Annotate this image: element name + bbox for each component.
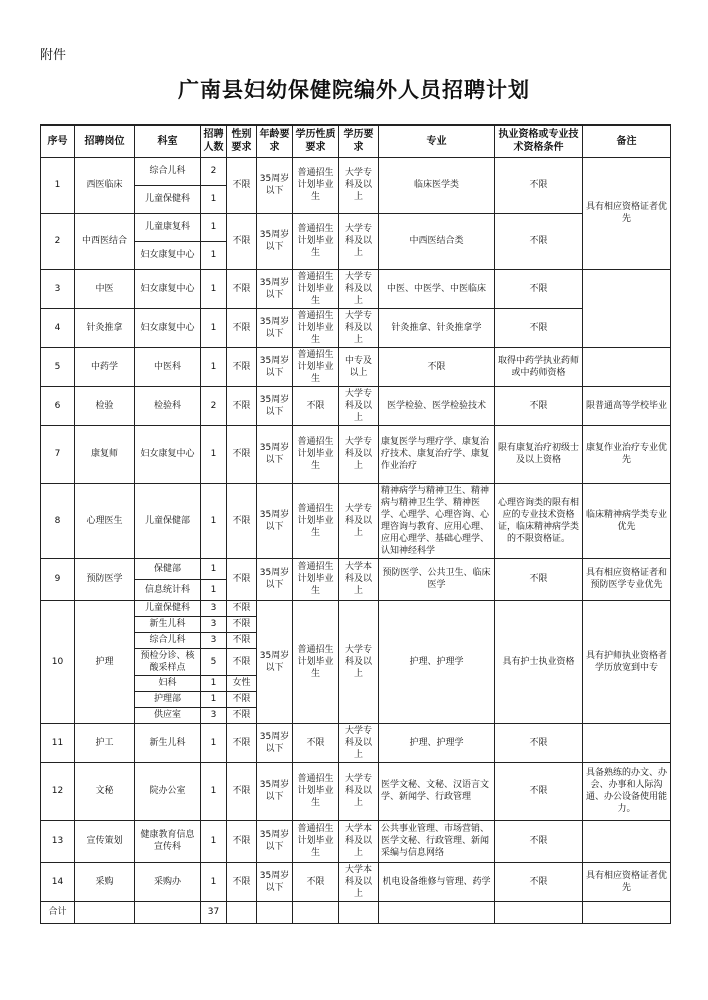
table-row (41, 347, 671, 386)
major: 护理、护理学 (379, 600, 495, 723)
empty-cell (293, 901, 339, 923)
table-row (41, 862, 671, 901)
table-row (41, 600, 671, 616)
remark (583, 347, 671, 386)
qualification: 不限 (495, 269, 583, 308)
row-number: 5 (41, 347, 75, 386)
education-level: 大学专科及以上 (339, 157, 379, 213)
gender-requirement: 不限 (227, 347, 257, 386)
row-number: 12 (41, 762, 75, 820)
row-number: 6 (41, 386, 75, 425)
gender-requirement: 不限 (227, 648, 257, 675)
remark: 康复作业治疗专业优先 (583, 425, 671, 483)
qualification: 不限 (495, 762, 583, 820)
table-row (41, 386, 671, 425)
education-level: 大学专科及以上 (339, 213, 379, 269)
qualification: 不限 (495, 558, 583, 600)
table-row (41, 762, 671, 820)
age-requirement: 35周岁以下 (257, 820, 293, 862)
post-name: 宣传策划 (75, 820, 135, 862)
post-name: 西医临床 (75, 157, 135, 213)
empty-cell (227, 901, 257, 923)
education-level: 大学专科及以上 (339, 425, 379, 483)
headcount: 5 (201, 648, 227, 675)
department: 院办公室 (135, 762, 201, 820)
education-level: 大学专科及以上 (339, 269, 379, 308)
gender-requirement: 女性 (227, 675, 257, 691)
headcount: 1 (201, 483, 227, 558)
row-number: 11 (41, 723, 75, 762)
headcount: 1 (201, 675, 227, 691)
major: 机电设备维修与管理、药学 (379, 862, 495, 901)
row-number: 7 (41, 425, 75, 483)
age-requirement: 35周岁以下 (257, 347, 293, 386)
major: 不限 (379, 347, 495, 386)
qualification: 不限 (495, 862, 583, 901)
department: 儿童康复科 (135, 213, 201, 241)
headcount: 1 (201, 762, 227, 820)
education-level: 大学专科及以上 (339, 723, 379, 762)
headcount: 2 (201, 386, 227, 425)
table-row (41, 425, 671, 483)
table-row (41, 269, 671, 308)
remark: 限普通高等学校毕业 (583, 386, 671, 425)
total-label: 合计 (41, 901, 75, 923)
table-body (41, 157, 671, 923)
age-requirement: 35周岁以下 (257, 600, 293, 723)
table-row (41, 308, 671, 347)
qualification: 不限 (495, 723, 583, 762)
education-type: 普通招生计划毕业生 (293, 483, 339, 558)
row-number: 10 (41, 600, 75, 723)
post-name: 预防医学 (75, 558, 135, 600)
major: 精神病学与精神卫生、精神病与精神卫生学、精神医学、心理学、心理咨询、心理咨询与教育、应用心理、应用心理学、基础心理学、认知神经科学 (379, 483, 495, 558)
gender-requirement: 不限 (227, 632, 257, 648)
empty-cell (379, 901, 495, 923)
age-requirement: 35周岁以下 (257, 425, 293, 483)
major: 医学文秘、文秘、汉语言文学、新闻学、行政管理 (379, 762, 495, 820)
department: 妇女康复中心 (135, 425, 201, 483)
row-number: 1 (41, 157, 75, 213)
gender-requirement: 不限 (227, 308, 257, 347)
department: 妇女康复中心 (135, 269, 201, 308)
table-row (41, 483, 671, 558)
department: 中医科 (135, 347, 201, 386)
table-row (41, 213, 671, 241)
major: 预防医学、公共卫生、临床医学 (379, 558, 495, 600)
page-title: 广南县妇幼保健院编外人员招聘计划 (178, 78, 530, 102)
headcount: 1 (201, 241, 227, 269)
gender-requirement: 不限 (227, 157, 257, 213)
age-requirement: 35周岁以下 (257, 213, 293, 269)
remark (583, 723, 671, 762)
age-requirement: 35周岁以下 (257, 269, 293, 308)
gender-requirement: 不限 (227, 558, 257, 600)
department: 综合儿科 (135, 157, 201, 185)
table-row (41, 723, 671, 762)
major: 护理、护理学 (379, 723, 495, 762)
gender-requirement: 不限 (227, 707, 257, 723)
column-header: 招聘岗位 (75, 125, 135, 157)
major: 康复医学与理疗学、康复治疗技术、康复治疗学、康复作业治疗 (379, 425, 495, 483)
education-level: 大学专科及以上 (339, 483, 379, 558)
headcount: 1 (201, 691, 227, 707)
gender-requirement: 不限 (227, 616, 257, 632)
column-header: 年龄要求 (257, 125, 293, 157)
remark: 具有护师执业资格者学历放宽到中专 (583, 600, 671, 723)
department: 儿童保健部 (135, 483, 201, 558)
row-number: 3 (41, 269, 75, 308)
empty-cell (257, 901, 293, 923)
education-level: 中专及以上 (339, 347, 379, 386)
department: 预检分诊、核酸采样点 (135, 648, 201, 675)
headcount: 1 (201, 425, 227, 483)
age-requirement: 35周岁以下 (257, 308, 293, 347)
qualification: 具有护士执业资格 (495, 600, 583, 723)
education-type: 普通招生计划毕业生 (293, 308, 339, 347)
column-header: 学历性质要求 (293, 125, 339, 157)
column-header: 序号 (41, 125, 75, 157)
headcount: 2 (201, 157, 227, 185)
post-name: 文秘 (75, 762, 135, 820)
headcount: 1 (201, 185, 227, 213)
department: 妇科 (135, 675, 201, 691)
gender-requirement: 不限 (227, 483, 257, 558)
department: 健康教育信息宣传科 (135, 820, 201, 862)
education-type: 普通招生计划毕业生 (293, 347, 339, 386)
major: 医学检验、医学检验技术 (379, 386, 495, 425)
department: 儿童保健科 (135, 185, 201, 213)
age-requirement: 35周岁以下 (257, 483, 293, 558)
education-type: 普通招生计划毕业生 (293, 820, 339, 862)
remark (583, 269, 671, 347)
qualification: 不限 (495, 386, 583, 425)
education-type: 普通招生计划毕业生 (293, 425, 339, 483)
post-name: 中西医结合 (75, 213, 135, 269)
gender-requirement: 不限 (227, 820, 257, 862)
gender-requirement: 不限 (227, 425, 257, 483)
department: 检验科 (135, 386, 201, 425)
gender-requirement: 不限 (227, 386, 257, 425)
column-header: 学历要求 (339, 125, 379, 157)
row-number: 9 (41, 558, 75, 600)
qualification: 不限 (495, 820, 583, 862)
qualification: 不限 (495, 308, 583, 347)
empty-cell (339, 901, 379, 923)
major: 公共事业管理、市场营销、医学文秘、行政管理、新闻采编与信息网络 (379, 820, 495, 862)
education-type: 不限 (293, 723, 339, 762)
department: 信息统计科 (135, 579, 201, 600)
empty-cell (495, 901, 583, 923)
post-name: 康复师 (75, 425, 135, 483)
age-requirement: 35周岁以下 (257, 386, 293, 425)
age-requirement: 35周岁以下 (257, 723, 293, 762)
column-header: 招聘人数 (201, 125, 227, 157)
department: 采购办 (135, 862, 201, 901)
headcount: 1 (201, 862, 227, 901)
post-name: 针灸推拿 (75, 308, 135, 347)
post-name: 中药学 (75, 347, 135, 386)
headcount: 1 (201, 723, 227, 762)
column-header: 科室 (135, 125, 201, 157)
row-number: 14 (41, 862, 75, 901)
qualification: 限有康复治疗初级士及以上资格 (495, 425, 583, 483)
headcount: 1 (201, 213, 227, 241)
gender-requirement: 不限 (227, 600, 257, 616)
gender-requirement: 不限 (227, 762, 257, 820)
department: 儿童保健科 (135, 600, 201, 616)
table-row (41, 157, 671, 185)
remark: 临床精神病学类专业优先 (583, 483, 671, 558)
column-header: 专业 (379, 125, 495, 157)
post-name: 心理医生 (75, 483, 135, 558)
education-type: 普通招生计划毕业生 (293, 157, 339, 213)
department: 新生儿科 (135, 616, 201, 632)
education-level: 大学本科及以上 (339, 862, 379, 901)
headcount: 1 (201, 347, 227, 386)
post-name: 护理 (75, 600, 135, 723)
education-type: 普通招生计划毕业生 (293, 213, 339, 269)
education-type: 普通招生计划毕业生 (293, 558, 339, 600)
gender-requirement: 不限 (227, 691, 257, 707)
education-level: 大学专科及以上 (339, 308, 379, 347)
remark: 具备熟练的办文、办会、办事和人际沟通、办公设备使用能力。 (583, 762, 671, 820)
education-type: 普通招生计划毕业生 (293, 600, 339, 723)
remark: 具有相应资格证者优先 (583, 862, 671, 901)
attachment-label: 附件 (40, 48, 67, 63)
headcount: 3 (201, 632, 227, 648)
major: 针灸推拿、针灸推拿学 (379, 308, 495, 347)
education-type: 不限 (293, 386, 339, 425)
age-requirement: 35周岁以下 (257, 558, 293, 600)
empty-cell (75, 901, 135, 923)
post-name: 检验 (75, 386, 135, 425)
table-row (41, 558, 671, 579)
headcount: 1 (201, 579, 227, 600)
headcount: 3 (201, 707, 227, 723)
post-name: 采购 (75, 862, 135, 901)
education-level: 大学专科及以上 (339, 386, 379, 425)
department: 护理部 (135, 691, 201, 707)
age-requirement: 35周岁以下 (257, 762, 293, 820)
education-level: 大学专科及以上 (339, 762, 379, 820)
total-count: 37 (201, 901, 227, 923)
headcount: 1 (201, 820, 227, 862)
total-row (41, 901, 671, 923)
table-row (41, 820, 671, 862)
department: 新生儿科 (135, 723, 201, 762)
remark (583, 820, 671, 862)
gender-requirement: 不限 (227, 269, 257, 308)
qualification: 心理咨询类的限有相应的专业技术资格证，临床精神病学类的不限资格证。 (495, 483, 583, 558)
row-number: 13 (41, 820, 75, 862)
headcount: 1 (201, 308, 227, 347)
education-type: 普通招生计划毕业生 (293, 269, 339, 308)
empty-cell (583, 901, 671, 923)
post-name: 护工 (75, 723, 135, 762)
post-name: 中医 (75, 269, 135, 308)
age-requirement: 35周岁以下 (257, 157, 293, 213)
department: 保健部 (135, 558, 201, 579)
gender-requirement: 不限 (227, 723, 257, 762)
major: 中医、中医学、中医临床 (379, 269, 495, 308)
education-level: 大学本科及以上 (339, 558, 379, 600)
remark: 具有相应资格证者和预防医学专业优先 (583, 558, 671, 600)
row-number: 8 (41, 483, 75, 558)
education-level: 大学专科及以上 (339, 600, 379, 723)
row-number: 2 (41, 213, 75, 269)
education-type: 普通招生计划毕业生 (293, 762, 339, 820)
row-number: 4 (41, 308, 75, 347)
headcount: 1 (201, 269, 227, 308)
column-header: 备注 (583, 125, 671, 157)
education-type: 不限 (293, 862, 339, 901)
headcount: 3 (201, 616, 227, 632)
remark: 具有相应资格证者优先 (583, 157, 671, 269)
major: 临床医学类 (379, 157, 495, 213)
education-level: 大学本科及以上 (339, 820, 379, 862)
gender-requirement: 不限 (227, 862, 257, 901)
column-header: 性别要求 (227, 125, 257, 157)
major: 中西医结合类 (379, 213, 495, 269)
qualification: 取得中药学执业药师或中药师资格 (495, 347, 583, 386)
column-header: 执业资格或专业技术资格条件 (495, 125, 583, 157)
empty-cell (135, 901, 201, 923)
headcount: 3 (201, 600, 227, 616)
qualification: 不限 (495, 157, 583, 213)
qualification: 不限 (495, 213, 583, 269)
department: 妇女康复中心 (135, 308, 201, 347)
header-row (41, 125, 671, 157)
department: 供应室 (135, 707, 201, 723)
headcount: 1 (201, 558, 227, 579)
department: 妇女康复中心 (135, 241, 201, 269)
gender-requirement: 不限 (227, 213, 257, 269)
recruitment-table (40, 124, 671, 924)
age-requirement: 35周岁以下 (257, 862, 293, 901)
department: 综合儿科 (135, 632, 201, 648)
